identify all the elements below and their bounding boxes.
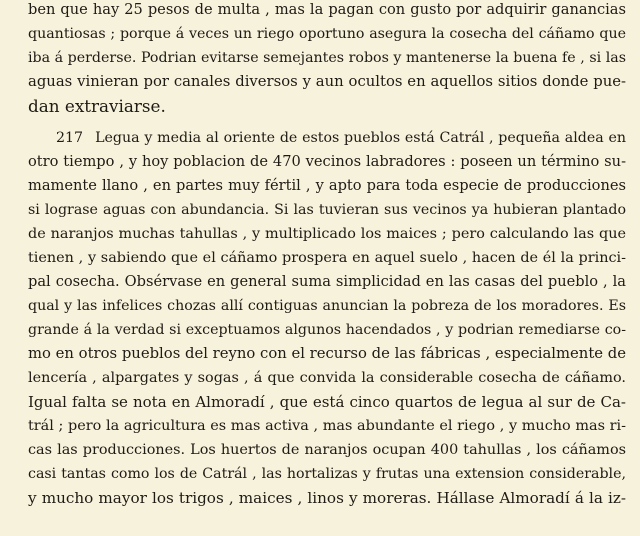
text-line: dan extraviarse. <box>28 96 166 116</box>
text-line: si lograse aguas con abundancia. Si las tuvieran sus vecinos ya hubieran plantado <box>28 202 626 218</box>
text-line: cas las producciones. Los huertos de naranjos ocupan 400 tahullas , los cáñamos <box>28 442 626 458</box>
paragraph-first-line <box>28 126 626 150</box>
text-line: lencería , alpargates y sogas , á que convida la considerable cosecha de cáñamo. <box>28 370 626 386</box>
text-line: Legua y media al oriente de estos pueblos está Catrál , pequeña aldea en <box>95 130 626 146</box>
text-line: mo en otros pueblos del reyno con el recurso de las fábricas , especialmente de <box>28 345 626 362</box>
text-line: casi tantas como los de Catrál , las hortalizas y frutas una extension considerable, <box>28 466 626 482</box>
paragraph-number: 217 <box>56 130 84 146</box>
text-line: mamente llano , en partes muy fértil , y apto para toda especie de producciones <box>28 177 626 194</box>
text-line: ben que hay 25 pesos de multa , mas la pagan con gusto por adquirir ganancias <box>28 1 626 18</box>
text-line: pal cosecha. Obsérvase en general suma simplicidad en las casas del pueblo , la <box>28 273 626 290</box>
text-line: quantiosas ; porque á veces un riego oportuno asegura la cosecha del cáñamo que <box>28 26 626 42</box>
text-line: y mucho mayor los trigos , maices , linos y moreras. Hállase Almoradí á la iz- <box>28 489 626 507</box>
text-line: trál ; pero la agricultura es mas activa , mas abundante el riego , y mucho mas ri- <box>28 418 626 434</box>
text-line: qual y las infelices chozas allí contiguas anuncian la pobreza de los moradores. Es <box>28 298 626 314</box>
text-line: grande á la verdad si exceptuamos algunos hacendados , y podrian remediarse co- <box>28 322 626 338</box>
text-line: otro tiempo , y hoy poblacion de 470 vecinos labradores : poseen un término su- <box>28 153 626 170</box>
text-line: aguas vinieran por canales diversos y aun ocultos en aquellos sitios donde pue- <box>28 73 626 90</box>
text-line: Igual falta se nota en Almoradí , que está cinco quartos de legua al sur de Ca- <box>28 393 626 411</box>
text-line: de naranjos muchas tahullas , y multiplicado los maices ; pero calculando las que <box>28 226 626 242</box>
text-line: tienen , y sabiendo que el cáñamo prospera en aquel suelo , hacen de él la princi- <box>28 250 626 266</box>
text-line: iba á perderse. Podrian evitarse semejantes robos y mantenerse la buena fe , si las <box>28 50 626 66</box>
